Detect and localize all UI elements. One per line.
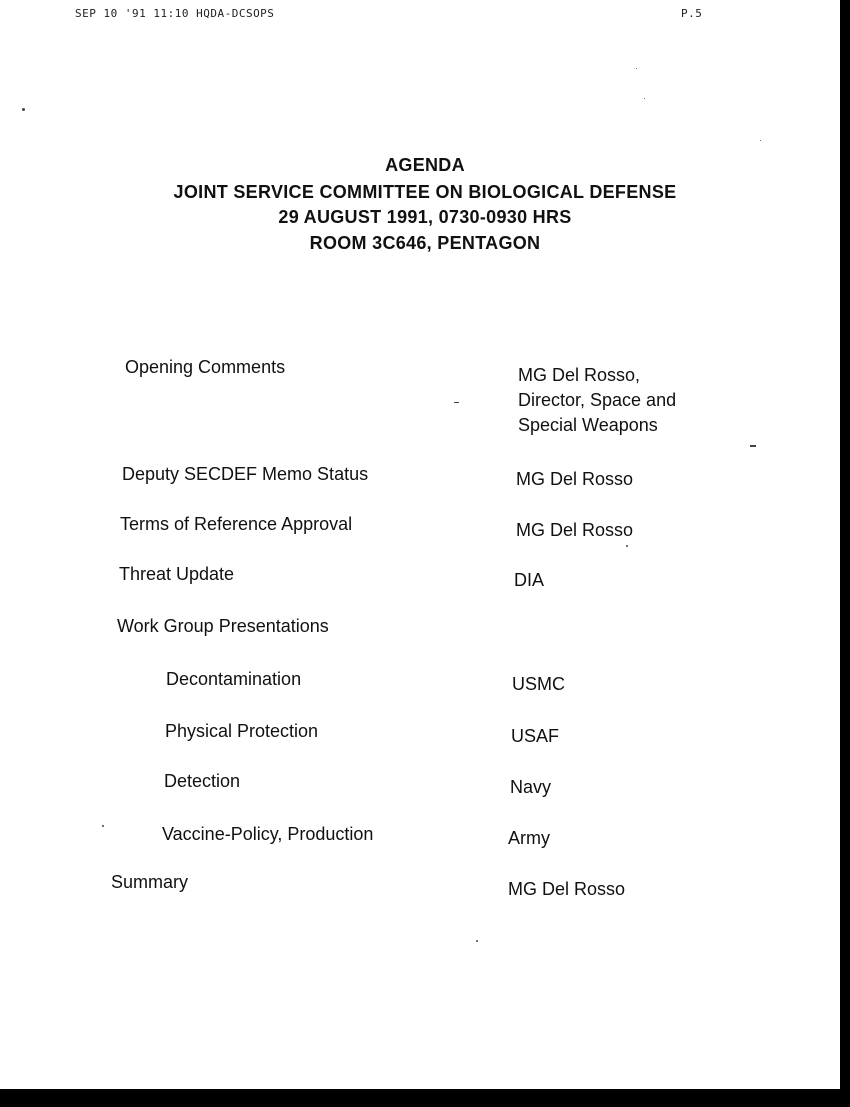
scan-speck — [636, 68, 637, 69]
agenda-subitem-topic: Decontamination — [166, 669, 302, 689]
agenda-item-presenter: Navy — [510, 777, 552, 797]
agenda-item-presenter: Army — [508, 828, 550, 848]
agenda-subitem-topic: Vaccine-Policy, Production — [162, 824, 374, 844]
presenter-line: Special Weapons — [518, 415, 658, 435]
scan-speck — [760, 140, 761, 141]
scan-speck — [102, 825, 104, 827]
agenda-item-presenter: MG Del Rosso — [516, 520, 634, 540]
presenter-line: Director, Space and — [518, 390, 677, 410]
agenda-subitem-topic: Detection — [164, 771, 241, 791]
agenda-item-presenter: USAF — [511, 726, 560, 746]
agenda-item-topic: Work Group Presentations — [117, 616, 329, 636]
scan-speck — [644, 98, 645, 99]
agenda-item-topic: Opening Comments — [125, 357, 286, 377]
scan-speck — [750, 445, 756, 447]
agenda-item-presenter: MG Del Rosso — [508, 879, 626, 899]
agenda-subitem-topic: Physical Protection — [165, 721, 319, 741]
agenda-item-presenter: DIA — [514, 570, 545, 590]
scan-edge-bottom — [0, 1089, 850, 1107]
agenda-item-presenter: USMC — [512, 674, 565, 694]
presenter-line: MG Del Rosso, — [518, 365, 641, 385]
fax-header-page: P.5 — [681, 7, 703, 20]
agenda-item-presenter — [518, 363, 676, 438]
fax-header-left: SEP 10 '91 11:10 HQDA-DCSOPS — [75, 7, 275, 20]
agenda-item-topic: Terms of Reference Approval — [120, 514, 353, 534]
scan-speck — [22, 108, 25, 111]
meeting-date-time: 29 AUGUST 1991, 0730-0930 HRS — [278, 207, 572, 227]
scan-speck — [476, 940, 478, 942]
agenda-item-topic: Threat Update — [119, 564, 235, 584]
agenda-item-presenter: MG Del Rosso — [516, 469, 634, 489]
agenda-item-topic: Summary — [111, 872, 189, 892]
agenda-title: AGENDA — [385, 155, 465, 175]
scan-speck — [626, 545, 628, 547]
scan-speck — [454, 402, 459, 403]
meeting-location: ROOM 3C646, PENTAGON — [309, 233, 541, 253]
committee-name: JOINT SERVICE COMMITTEE ON BIOLOGICAL DEFENSE — [173, 182, 677, 202]
agenda-item-topic: Deputy SECDEF Memo Status — [122, 464, 369, 484]
